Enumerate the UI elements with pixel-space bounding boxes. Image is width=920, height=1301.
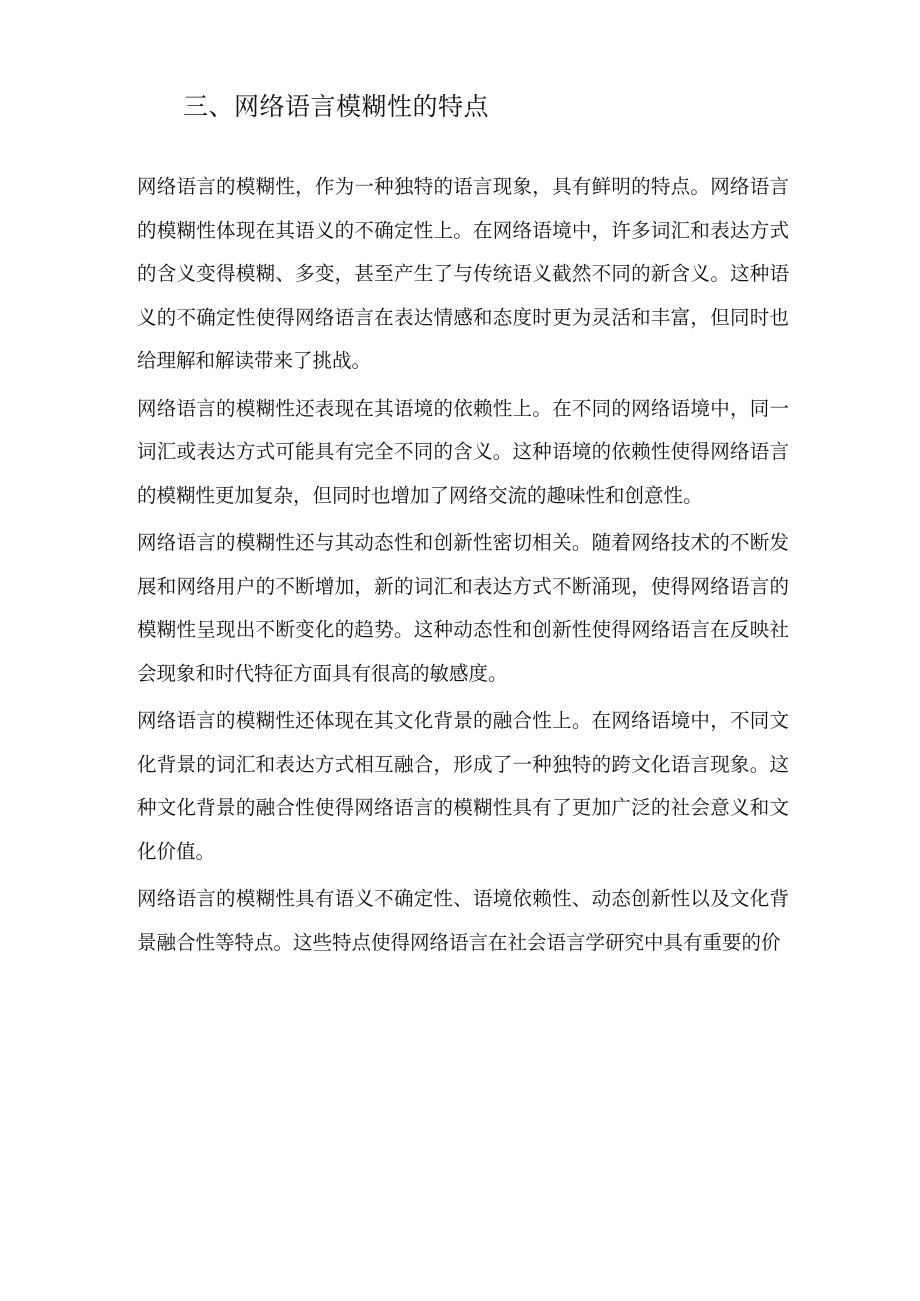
section-heading: 三、网络语言模糊性的特点 — [183, 92, 490, 121]
paragraph-dynamic-innovation: 网络语言的模糊性还与其动态性和创新性密切相关。随着网络技术的不断发展和网络用户的不断增加，新的词汇和表达方式不断涌现，使得网络语言的模糊性呈现出不断变化的趋势。这种动态性和创新性使得网络语言在反映社会现象和时代特征方面具有很高的敏感度。 — [137, 531, 789, 685]
paragraph-cultural-fusion: 网络语言的模糊性还体现在其文化背景的融合性上。在网络语境中，不同文化背景的词汇和表达方式相互融合，形成了一种独特的跨文化语言现象。这种文化背景的融合性使得网络语言的模糊性具有了更加广泛的社会意义和文化价值。 — [137, 709, 789, 863]
document-body — [137, 165, 789, 968]
paragraph-semantic-uncertainty: 网络语言的模糊性，作为一种独特的语言现象，具有鲜明的特点。网络语言的模糊性体现在其语义的不确定性上。在网络语境中，许多词汇和表达方式的含义变得模糊、多变，甚至产生了与传统语义截然不同的新含义。这种语义的不确定性使得网络语言在表达情感和态度时更为灵活和丰富，但同时也给理解和解读带来了挑战。 — [137, 175, 789, 372]
paragraph-summary: 网络语言的模糊性具有语义不确定性、语境依赖性、动态创新性以及文化背景融合性等特点。这些特点使得网络语言在社会语言学研究中具有重要的价 — [137, 887, 789, 954]
paragraph-context-dependence: 网络语言的模糊性还表现在其语境的依赖性上。在不同的网络语境中，同一词汇或表达方式可能具有完全不同的含义。这种语境的依赖性使得网络语言的模糊性更加复杂，但同时也增加了网络交流的趣味性和创意性。 — [137, 396, 789, 507]
